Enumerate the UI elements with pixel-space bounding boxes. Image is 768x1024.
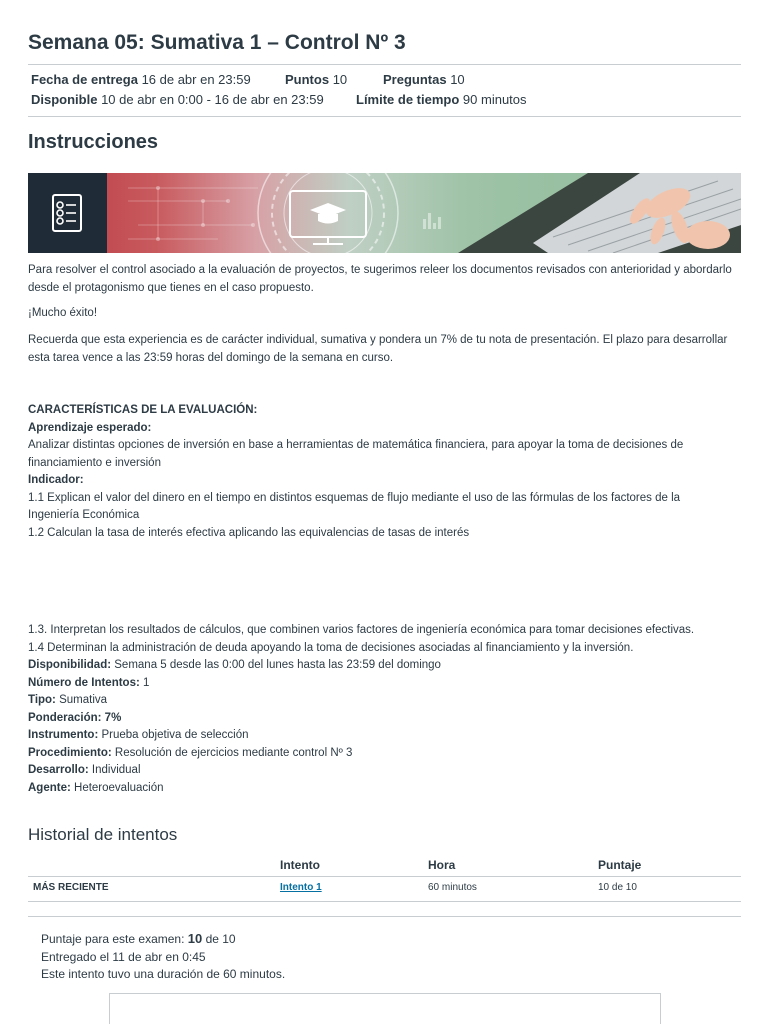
evaluation-details (28, 622, 744, 797)
detail-attempts: Número de Intentos: 1 (28, 676, 150, 689)
intro-line: Para resolver el control asociado a la evaluación de proyectos, te sugerimos releer los documentos revisados con anterioridad y abordarlo (28, 264, 732, 276)
evaluation-features (28, 402, 744, 542)
intro-line: desde el protagonismo que tienes en el caso propuesto. (28, 281, 314, 294)
attempt-1-link[interactable]: Intento 1 (280, 882, 322, 893)
divider (28, 916, 741, 917)
detail-development: Desarrollo: Individual (28, 764, 141, 776)
indicator-item: Ingeniería Económica (28, 509, 140, 521)
table-divider (28, 876, 741, 877)
instructions-reminder (28, 332, 744, 367)
banner-icon-panel (28, 173, 107, 253)
detail-availability: Disponibilidad: Semana 5 desde las 0:00 del lunes hasta las 23:59 del domingo (28, 659, 441, 671)
table-row (280, 882, 322, 893)
points-label: Puntos (285, 72, 330, 87)
instructions-banner (28, 173, 741, 253)
attempt-history-title: Historial de intentos (28, 825, 178, 844)
detail-instrument: Instrumento: Prueba objetiva de selección (28, 729, 249, 741)
attempt-score: 10 de 10 (598, 882, 637, 893)
indicator-label: Indicador: (28, 474, 84, 486)
indicator-item: 1.4 Determinan la administración de deuda apoyando la toma de decisiones asociadas al financiamiento y la inversión. (28, 641, 634, 654)
table-divider (28, 901, 741, 902)
detail-procedure: Procedimiento: Resolución de ejercicios mediante control Nº 3 (28, 746, 353, 759)
good-luck-text: ¡Mucho éxito! (28, 307, 98, 319)
attempt-time: 60 minutos (428, 882, 477, 893)
page-title: Semana 05: Sumativa 1 – Control Nº 3 (28, 31, 406, 54)
banner-image (28, 173, 741, 253)
indicator-item: 1.2 Calculan la tasa de interés efectiva aplicando las equivalencias de tasas de interés (28, 526, 470, 539)
learning-text: financiamiento e inversión (28, 456, 161, 469)
column-header-attempt: Intento (280, 858, 320, 872)
detail-type: Tipo: Sumativa (28, 694, 108, 706)
indicator-item: 1.1 Explican el valor del dinero en el tiempo en distintos esquemas de flujo mediante el uso de las fórmulas de los factores de la (28, 491, 681, 504)
features-heading: CARACTERÍSTICAS DE LA EVALUACIÓN: (28, 404, 258, 416)
detail-weight: Ponderación: 7% (28, 711, 122, 724)
indicator-item: 1.3. Interpretan los resultados de cálculos, que combinen varios factores de ingeniería económica para tomar decisiones efectivas. (28, 624, 695, 636)
exam-score: Puntaje para este examen: 10 de 10 (41, 931, 236, 946)
time-limit-label: Límite de tiempo (356, 92, 460, 107)
row-label-most-recent: MÁS RECIENTE (33, 882, 109, 893)
points-value: 10 (332, 72, 348, 87)
due-label: Fecha de entrega (31, 72, 138, 87)
divider (28, 64, 741, 65)
reminder-line: esta tarea vence a las 23:59 horas del domingo de la semana en curso. (28, 351, 394, 364)
exam-score-value: 10 (187, 931, 203, 946)
instructions-intro (28, 262, 744, 297)
detail-agent: Agente: Heteroevaluación (28, 781, 164, 794)
due-value: 16 de abr en 23:59 (141, 72, 251, 87)
questions-label: Preguntas (383, 72, 447, 87)
available-value: 10 de abr en 0:00 - 16 de abr en 23:59 (101, 92, 324, 107)
duration-text: Este intento tuvo una duración de 60 minutos. (41, 967, 286, 981)
learning-text: Analizar distintas opciones de inversión en base a herramientas de matemática financiera, para apoyar la toma de decisiones de (28, 439, 684, 451)
submitted-text: Entregado el 11 de abr en 0:45 (41, 950, 206, 964)
instructions-heading: Instrucciones (28, 131, 159, 153)
available-label: Disponible (31, 92, 98, 107)
reminder-line: Recuerda que esta experiencia es de carácter individual, sumativa y pondera un 7% de tu nota de presentación. El plazo para desarrollar (28, 334, 728, 346)
attempt-frame (109, 993, 661, 1024)
column-header-time: Hora (428, 858, 456, 872)
checklist-icon (52, 194, 82, 232)
divider (28, 116, 741, 117)
questions-value: 10 (450, 72, 465, 87)
column-header-score: Puntaje (598, 858, 642, 872)
time-limit-value: 90 minutos (462, 92, 527, 107)
learning-label: Aprendizaje esperado: (28, 421, 152, 434)
